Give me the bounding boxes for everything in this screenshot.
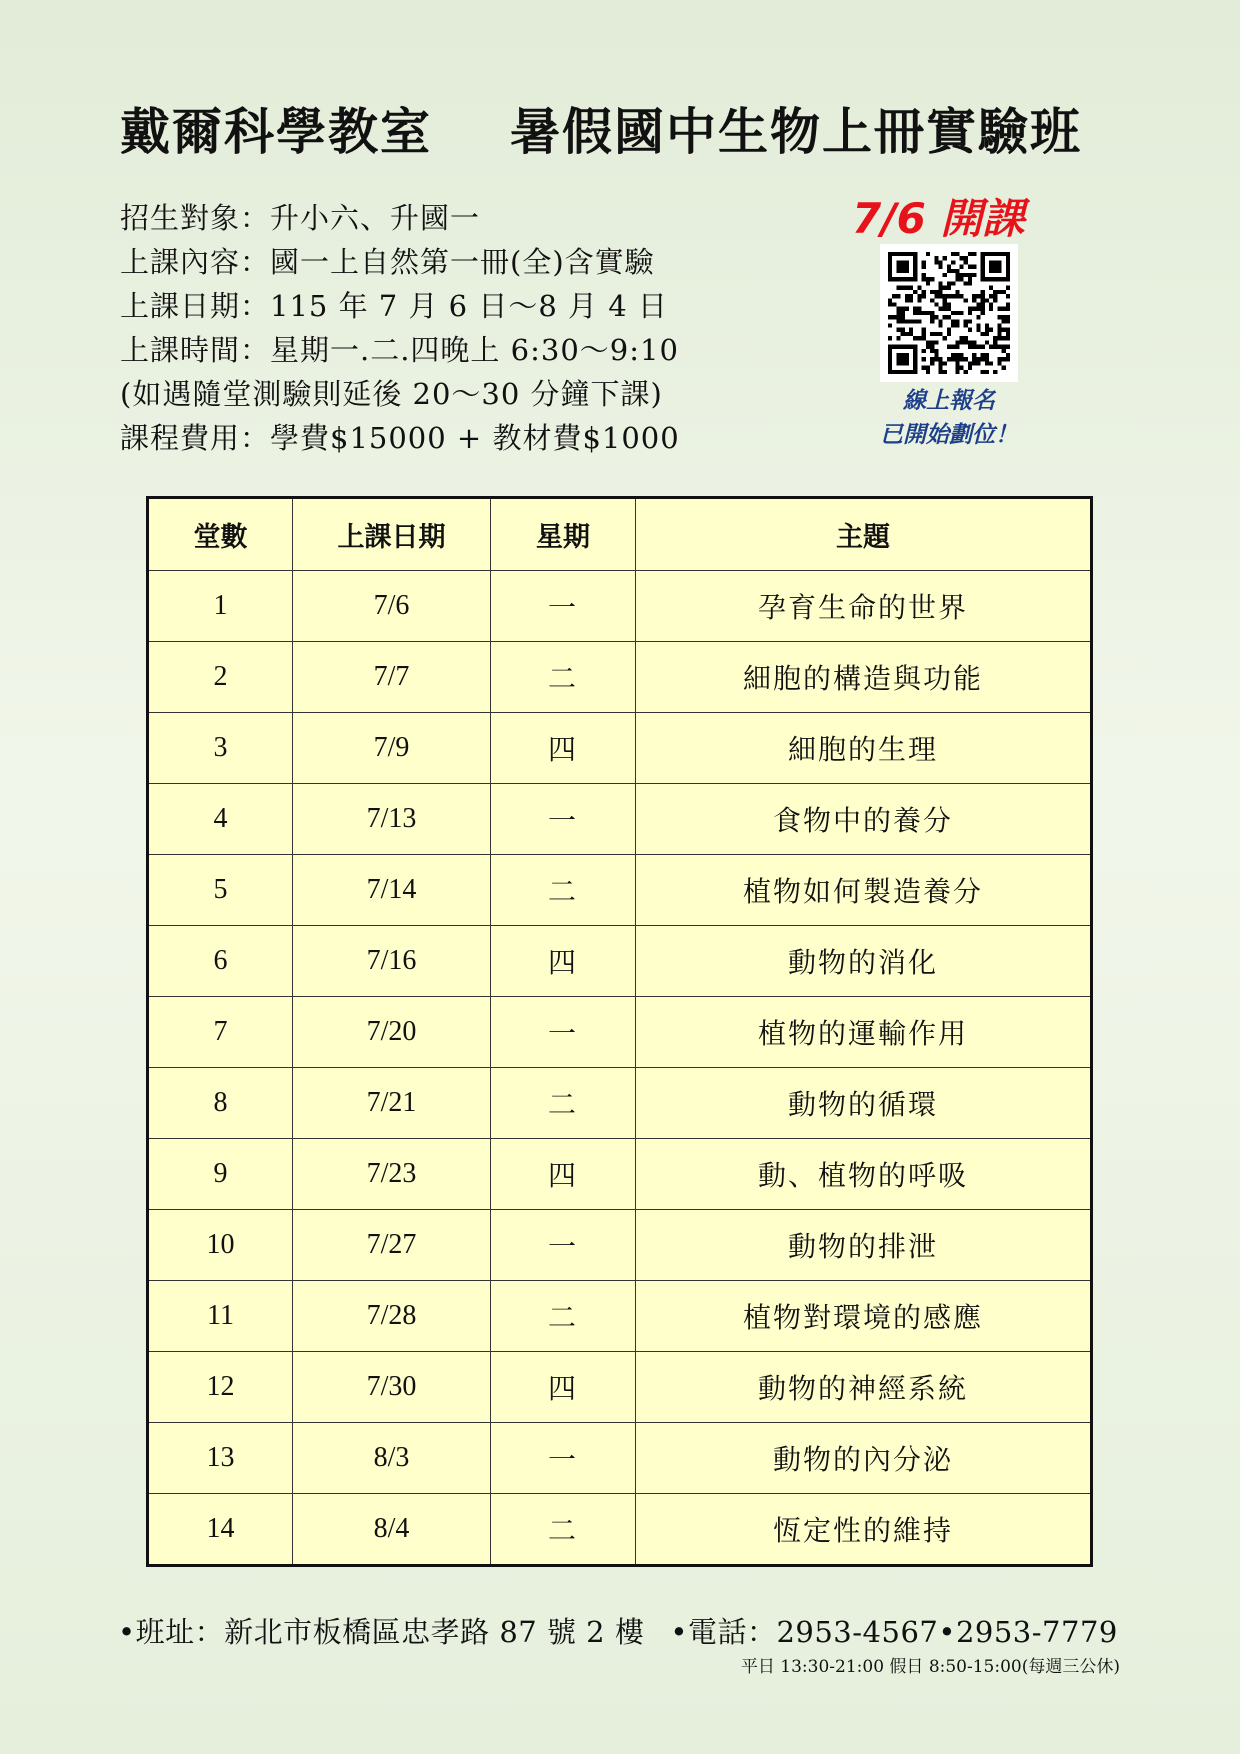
table-row (148, 1352, 1092, 1423)
cell-topic: 動物的內分泌 (636, 1423, 1092, 1494)
page-title (120, 92, 1082, 164)
cell-session: 14 (148, 1494, 293, 1566)
table-row (148, 713, 1092, 784)
cell-weekday: 一 (491, 571, 636, 642)
cell-date: 8/4 (293, 1494, 491, 1566)
cell-date: 7/9 (293, 713, 491, 784)
cell-session: 7 (148, 997, 293, 1068)
cell-weekday: 四 (491, 1352, 636, 1423)
cell-date: 7/28 (293, 1281, 491, 1352)
table-row (148, 855, 1092, 926)
cell-weekday: 四 (491, 713, 636, 784)
cell-weekday: 二 (491, 1281, 636, 1352)
table-row (148, 1281, 1092, 1352)
signup-line-1: 線上報名 (903, 388, 995, 414)
table-row (148, 642, 1092, 713)
table-row (148, 1068, 1092, 1139)
cell-weekday: 一 (491, 1423, 636, 1494)
cell-session: 5 (148, 855, 293, 926)
cell-date: 7/27 (293, 1210, 491, 1281)
cell-session: 11 (148, 1281, 293, 1352)
table-row (148, 1139, 1092, 1210)
info-target: 招生對象：升小六、升國一 (120, 201, 481, 235)
table-row (148, 784, 1092, 855)
header-session: 堂數 (148, 498, 293, 571)
cell-topic: 動、植物的呼吸 (636, 1139, 1092, 1210)
cell-topic: 植物對環境的感應 (636, 1281, 1092, 1352)
header-topic: 主題 (636, 498, 1092, 571)
info-content: 上課內容：國一上自然第一冊(全)含實驗 (120, 245, 655, 279)
cell-session: 1 (148, 571, 293, 642)
contact-line (118, 1610, 1118, 1651)
cell-weekday: 四 (491, 926, 636, 997)
schedule-table (146, 496, 1093, 1567)
cell-date: 7/7 (293, 642, 491, 713)
cell-topic: 細胞的生理 (636, 713, 1092, 784)
opening-hours: 平日 13:30-21:00 假日 8:50-15:00(每週三公休) (740, 1657, 1120, 1677)
table-row (148, 997, 1092, 1068)
cell-weekday: 二 (491, 1068, 636, 1139)
table-header-row (148, 498, 1092, 571)
table-row (148, 926, 1092, 997)
start-date-badge: 7/6 開課 (852, 194, 1025, 243)
phone-text: •電話：2953-4567•2953-7779 (670, 1615, 1118, 1649)
cell-weekday: 四 (491, 1139, 636, 1210)
cell-date: 8/3 (293, 1423, 491, 1494)
cell-topic: 細胞的構造與功能 (636, 642, 1092, 713)
cell-weekday: 二 (491, 642, 636, 713)
info-note: (如遇隨堂測驗則延後 20～30 分鐘下課) (120, 377, 663, 411)
cell-date: 7/30 (293, 1352, 491, 1423)
cell-topic: 植物如何製造養分 (636, 855, 1092, 926)
table-row (148, 571, 1092, 642)
cell-session: 3 (148, 713, 293, 784)
cell-session: 13 (148, 1423, 293, 1494)
info-dates: 上課日期：115 年 7 月 6 日～8 月 4 日 (120, 289, 668, 323)
table-row (148, 1494, 1092, 1566)
cell-topic: 動物的循環 (636, 1068, 1092, 1139)
address-text: •班址：新北市板橋區忠孝路 87 號 2 樓 (118, 1615, 645, 1649)
header-weekday: 星期 (491, 498, 636, 571)
cell-topic: 恆定性的維持 (636, 1494, 1092, 1566)
cell-topic: 植物的運輸作用 (636, 997, 1092, 1068)
cell-date: 7/13 (293, 784, 491, 855)
course-name: 暑假國中生物上冊實驗班 (510, 103, 1082, 161)
cell-date: 7/14 (293, 855, 491, 926)
cell-date: 7/20 (293, 997, 491, 1068)
cell-date: 7/21 (293, 1068, 491, 1139)
cell-date: 7/6 (293, 571, 491, 642)
signup-notice (860, 384, 1038, 452)
cell-topic: 食物中的養分 (636, 784, 1092, 855)
cell-session: 2 (148, 642, 293, 713)
info-fee: 課程費用：學費$15000 + 教材費$1000 (120, 421, 680, 455)
cell-session: 4 (148, 784, 293, 855)
cell-weekday: 一 (491, 784, 636, 855)
table-row (148, 1423, 1092, 1494)
qr-code-icon[interactable] (880, 244, 1018, 382)
cell-date: 7/23 (293, 1139, 491, 1210)
cell-date: 7/16 (293, 926, 491, 997)
cell-session: 10 (148, 1210, 293, 1281)
course-info (120, 196, 680, 460)
cell-session: 6 (148, 926, 293, 997)
cell-weekday: 二 (491, 1494, 636, 1566)
cell-session: 8 (148, 1068, 293, 1139)
cell-weekday: 一 (491, 997, 636, 1068)
cell-topic: 動物的排泄 (636, 1210, 1092, 1281)
school-name: 戴爾科學教室 (120, 103, 432, 161)
cell-topic: 動物的神經系統 (636, 1352, 1092, 1423)
cell-weekday: 二 (491, 855, 636, 926)
cell-session: 12 (148, 1352, 293, 1423)
table-row (148, 1210, 1092, 1281)
cell-session: 9 (148, 1139, 293, 1210)
cell-weekday: 一 (491, 1210, 636, 1281)
signup-line-2: 已開始劃位！ (880, 422, 1018, 448)
cell-topic: 動物的消化 (636, 926, 1092, 997)
info-time: 上課時間：星期一.二.四晚上 6:30～9:10 (120, 333, 679, 367)
header-date: 上課日期 (293, 498, 491, 571)
cell-topic: 孕育生命的世界 (636, 571, 1092, 642)
